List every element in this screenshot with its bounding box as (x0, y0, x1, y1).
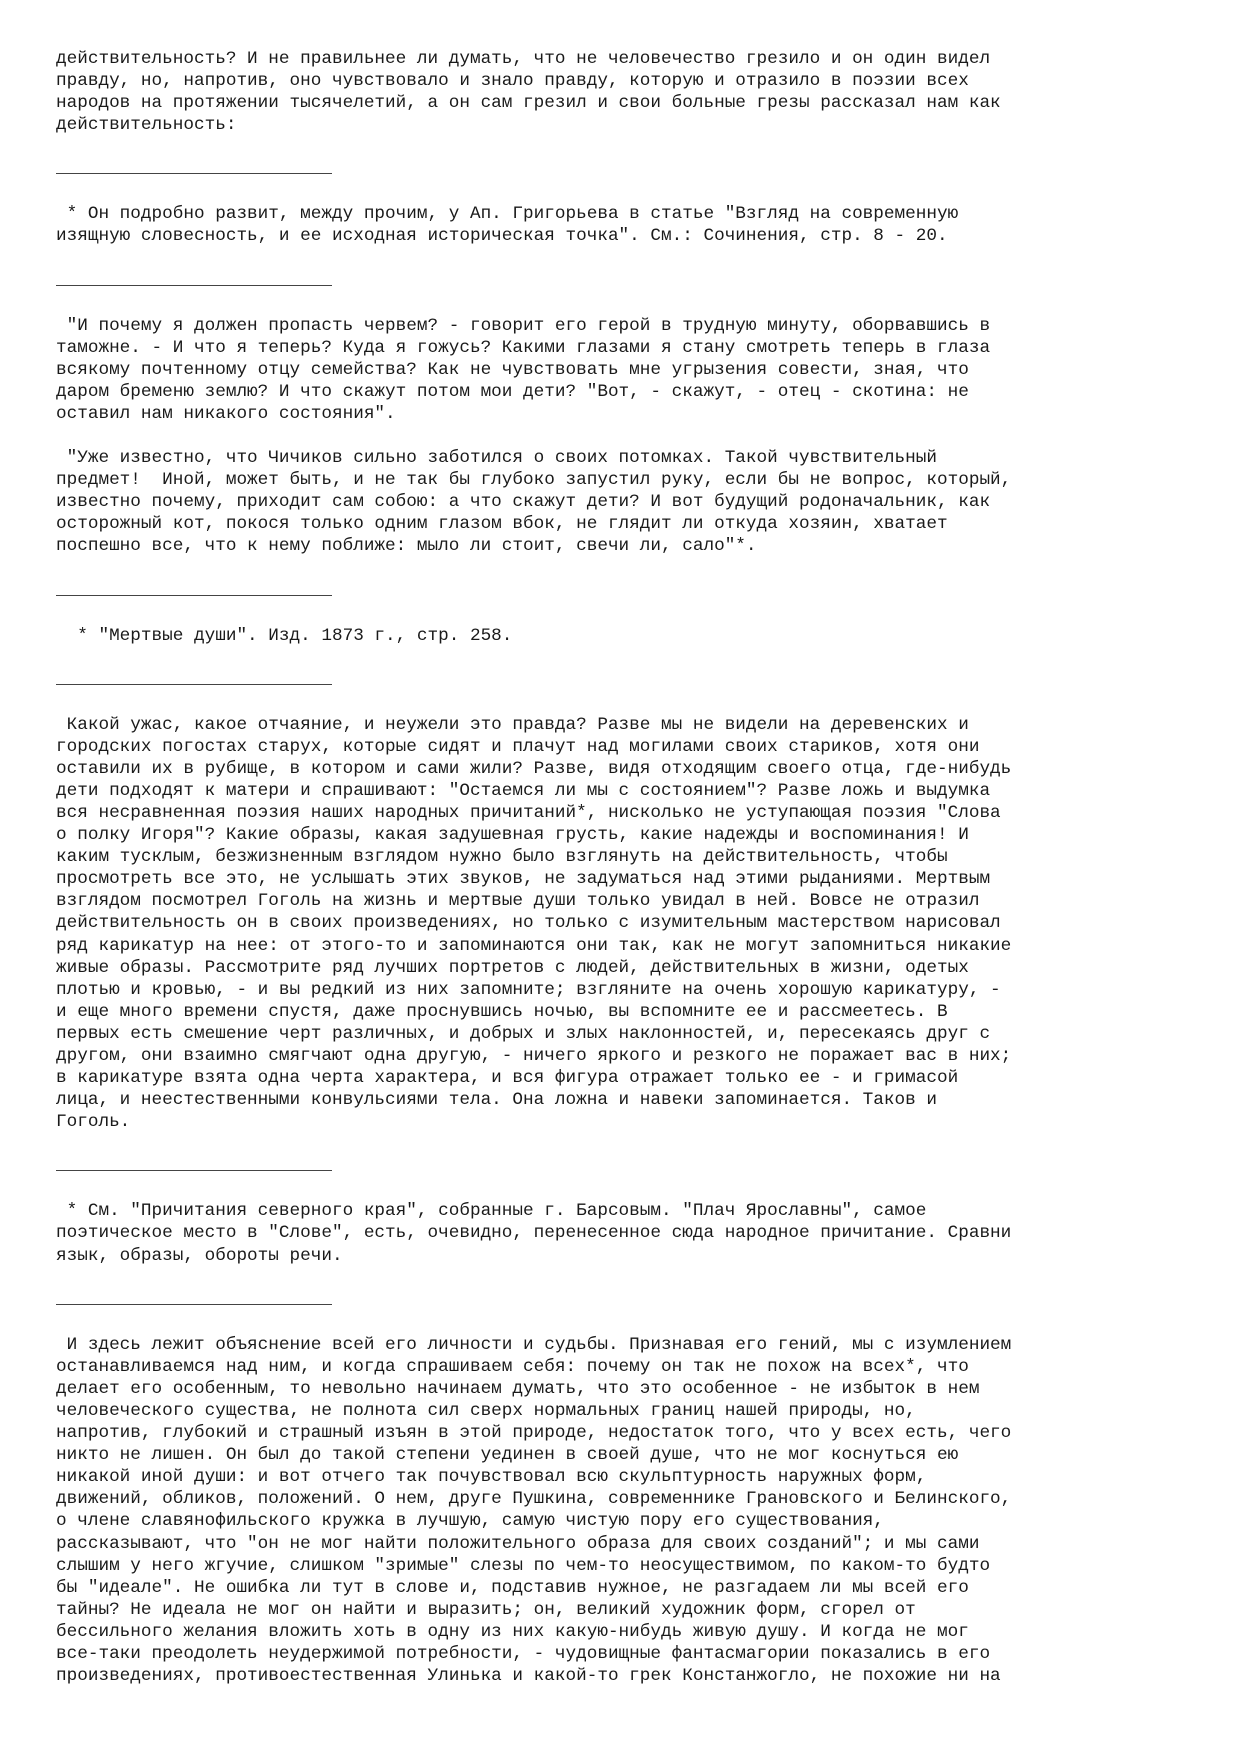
quote-chichikov-customs: "И почему я должен пропасть червем? - говорит его герой в трудную минуту, оборвавшись в таможне. - И что я теперь? Куда я гожусь? Какими глазами я стану смотреть теперь в глаза всякому почтенному отцу семейства? Как не чувствовать мне угрызения совести, зная, что даром бременю землю? И что скажут потом мои дети? "Вот, - скажут, - отец - скотина: не оставил нам никакого состояния". (56, 315, 991, 424)
paragraph-caricature: Какой ужас, какое отчаяние, и неужели это правда? Разве мы не видели на деревенских и городских погостах старух, которые сидят и плачут над могилами своих стариков, хотя они оставили их в рубище, в котором и сами жили? Разве, видя отходящим своего отца, где-нибудь дети подходят к матери и спрашивают: "Остаемся ли мы с состоянием"? Разве ложь и выдумка вся несравненная поэзия наших народных причитаний*, нисколько не уступающая поэзия "Слова о полку Игоря"? Какие образы, какая задушевная грусть, какие надежды и воспоминания! И каким тусклым, безжизненным взглядом нужно было взглянуть на действительность, чтобы просмотреть все это, не услышать этих звуков, не задуматься над этими рыданиями. Мертвым взглядом посмотрел Гоголь на жизнь и мертвые души только увидал в ней. Вовсе не отразил действительность он в своих произведениях, но только с изумительным мастерством нарисовал ряд карикатур на нее: от этого-то и запоминаются они так, как не могут запомниться никакие живые образы. Рассмотрите ряд лучших портретов с людей, действительных в жизни, одетых плотью и кровью, - и вы редкий из них запомните; взгляните на очень хорошую карикатуру, - и еще много времени спустя, даже проснувшись ночью, вы вспомните ее и рассмеетесь. В первых есть смешение черт различных, и добрых и злых наклонностей, и, пересекаясь друг с другом, они взаимно смягчают одна другую, - ничего яркого и резкого не поражает вас в них; в карикатуре взята одна черта характера, и вся фигура отражает только ее - и гримасой лица, и неестественными конвульсиями тела. Она ложна и навеки запоминается. Таков и Гоголь. (56, 714, 1012, 1133)
document-page (56, 48, 1186, 1687)
paragraph-personality: И здесь лежит объяснение всей его личности и судьбы. Признавая его гений, мы с изумлением останавливаемся над ним, и когда спрашиваем себя: почему он так не похож на всех*, что делает его особенным, то невольно начинаем думать, что это особенное - не избыток в нем человеческого существа, не полнота сил сверх нормальных границ нашей природы, но, напротив, глубокий и страшный изъян в этой природе, недостаток того, что у всех есть, чего никто не лишен. Он был до такой степени уединен в своей душе, что не мог коснуться ею никакой иной души: и вот отчего так почувствовал всю скульптурность наружных форм, движений, обликов, положений. О нем, друге Пушкина, современнике Грановского и Белинского, о члене славянофильского кружка в лучшую, самую чистую пору его существования, рассказывают, что "он не мог найти положительного образа для своих созданий"; и мы сами слышим у него жгучие, слишком "зримые" слезы по чем-то неосуществимом, по каком-то будто бы "идеале". Не ошибка ли тут в слове и, подставив нужное, не разгадаем ли мы всей его тайны? Не идеала не мог он найти и выразить; он, великий художник форм, сгорел от бессильного желания вложить хоть в одну из них какую-нибудь живую душу. И когда не мог все-таки преодолеть неудержимой потребности, - чудовищные фантасмагории показались в его произведениях, противоестественная Улинька и какой-то грек Констанжогло, не похожие ни на (56, 1334, 1012, 1687)
footnote-dead-souls: * "Мертвые души". Изд. 1873 г., стр. 258. (56, 625, 513, 646)
footnote-barsov: * См. "Причитания северного края", собранные г. Барсовым. "Плач Ярославны", самое поэтическое место в "Слове", есть, очевидно, перенесенное сюда народное причитание. Сравни язык, образы, обороты речи. (56, 1201, 1012, 1266)
quote-chichikov-descendants: "Уже известно, что Чичиков сильно заботился о своих потомках. Такой чувствительный предмет! Иной, может быть, и не так бы глубоко запустил руку, если бы не вопрос, который, известно почему, приходит сам собою: а что скажут дети? И вот будущий родоначальник, как осторожный кот, покося только одним глазом вбок, не глядит ли откуда хозяин, хватает поспешно все, что к нему поближе: мыло ли стоит, свечи ли, сало"*. (56, 448, 1012, 557)
paragraph-intro: действительность? И не правильнее ли думать, что не человечество грезило и он один видел правду, но, напротив, оно чувствовало и знало правду, которую и отразило в поэзии всех народов на протяжении тысячелетий, а он сам грезил и свои больные грезы рассказал нам как действительность: (56, 49, 1001, 136)
footnote-grigoriev: * Он подробно развит, между прочим, у Ап. Григорьева в статье "Взгляд на современную изящную словесность, и ее исходная историческая точка". См.: Сочинения, стр. 8 - 20. (56, 204, 959, 247)
